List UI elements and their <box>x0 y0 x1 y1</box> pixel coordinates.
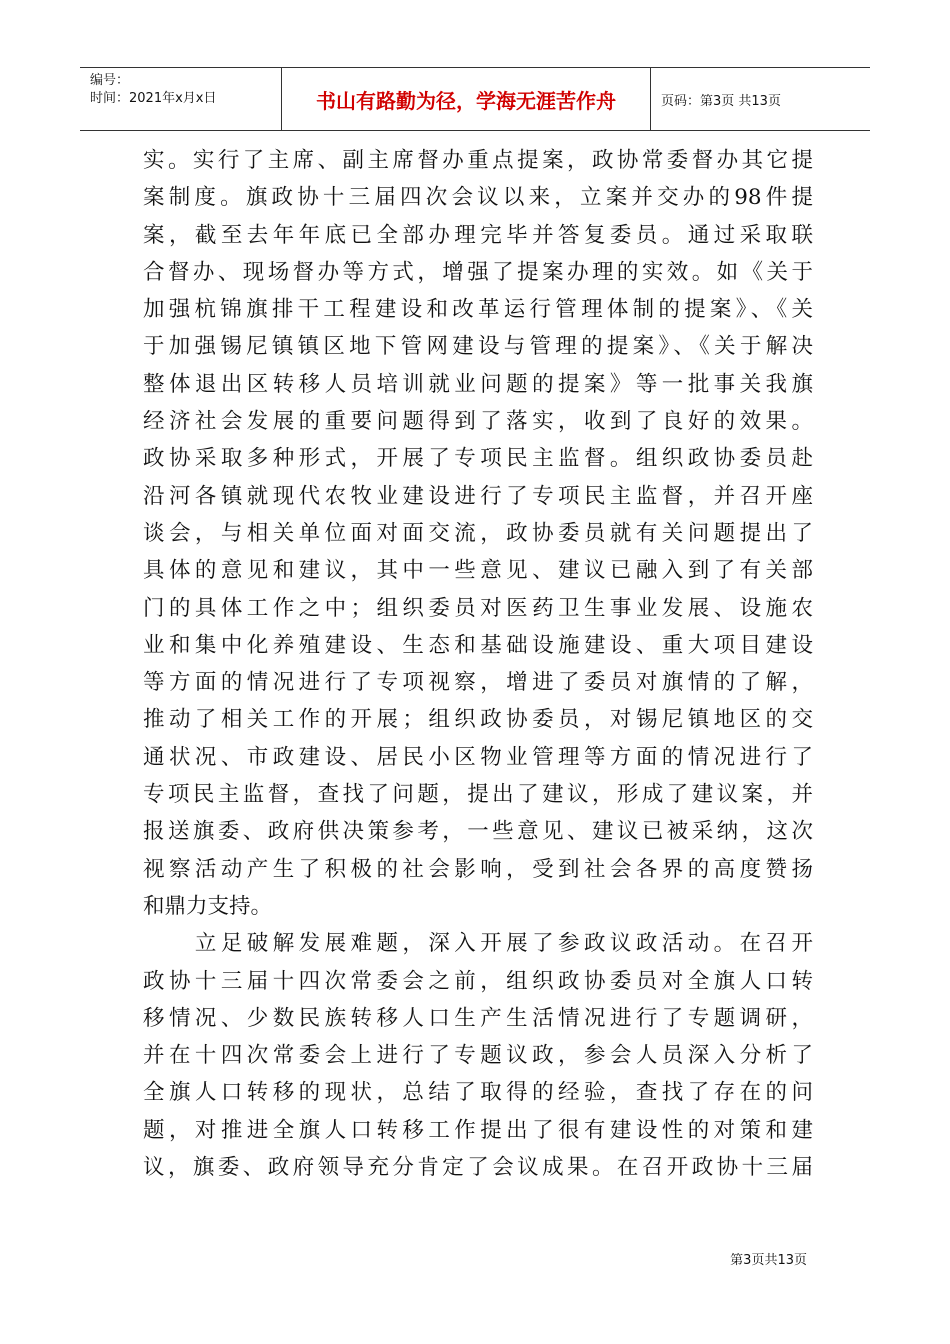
text-line: 门的具体工作之中；组织委员对医药卫生事业发展、设施农 <box>143 595 813 621</box>
text-line: 整体退出区转移人员培训就业问题的提案》等一批事关我旗 <box>143 371 813 397</box>
text-line: 政协十三届十四次常委会之前，组织政协委员对全旗人口转 <box>143 968 813 994</box>
text-line: 于加强锡尼镇镇区地下管网建设与管理的提案》、《关于解决 <box>143 334 813 360</box>
body-text <box>143 142 813 1186</box>
number-label: 编号： <box>90 73 130 88</box>
time-label: 时间：2021年x月x日 <box>90 91 217 106</box>
text-line: 并在十四次常委会上进行了专题议政，参会人员深入分析了 <box>143 1043 813 1069</box>
text-line: 题，对推进全旗人口转移工作提出了很有建设性的对策和建 <box>143 1117 813 1143</box>
text-line: 合督办、现场督办等方式，增强了提案办理的实效。如《关于 <box>143 259 813 285</box>
text-line: 实。实行了主席、副主席督办重点提案，政协常委督办其它提 <box>143 148 813 173</box>
text-line: 等方面的情况进行了专项视察，增进了委员对旗情的了解， <box>143 670 813 696</box>
text-line: 具体的意见和建议，其中一些意见、建议已融入到了有关部 <box>143 558 813 584</box>
text-line: 业和集中化养殖建设、生态和基础设施建设、重大项目建设 <box>143 632 813 658</box>
text-line: 沿河各镇就现代农牧业建设进行了专项民主监督，并召开座 <box>143 483 813 509</box>
page-header <box>80 67 870 131</box>
text-line: 案，截至去年年底已全部办理完毕并答复委员。通过采取联 <box>143 222 813 248</box>
header-motto: 书山有路勤为径，学海无涯苦作舟 <box>282 68 651 130</box>
text-line: 全旗人口转移的现状，总结了取得的经验，查找了存在的问 <box>143 1080 813 1106</box>
text-line: 推动了相关工作的开展；组织政协委员，对锡尼镇地区的交 <box>143 707 813 733</box>
text-line: 立足破解发展难题，深入开展了参政议政活动。在召开 <box>143 931 813 957</box>
text-line: 通状况、市政建设、居民小区物业管理等方面的情况进行了 <box>143 744 813 770</box>
header-meta <box>80 68 282 130</box>
text-line: 案制度。旗政协十三届四次会议以来，立案并交办的98件提 <box>143 185 813 211</box>
text-line: 议，旗委、政府领导充分肯定了会议成果。在召开政协十三届 <box>143 1155 813 1181</box>
header-page-info: 页码：第3页 共13页 <box>661 93 781 109</box>
text-line: 视察活动产生了积极的社会影响，受到社会各界的高度赞扬 <box>143 856 813 882</box>
text-line: 谈会，与相关单位面对面交流，政协委员就有关问题提出了 <box>143 520 813 546</box>
text-line: 专项民主监督，查找了问题，提出了建议，形成了建议案，并 <box>143 782 813 808</box>
page-footer: 第3页共13页 <box>730 1253 807 1268</box>
text-line: 经济社会发展的重要问题得到了落实，收到了良好的效果。 <box>143 409 813 435</box>
text-line: 移情况、少数民族转移人口生产生活情况进行了专题调研， <box>143 1005 813 1031</box>
text-line: 和鼎力支持。 <box>143 893 273 919</box>
text-line: 报送旗委、政府供决策参考，一些意见、建议已被采纳，这次 <box>143 819 813 845</box>
text-line: 加强杭锦旗排干工程建设和改革运行管理体制的提案》、《关 <box>143 297 813 323</box>
text-line: 政协采取多种形式，开展了专项民主监督。组织政协委员赴 <box>143 446 813 472</box>
